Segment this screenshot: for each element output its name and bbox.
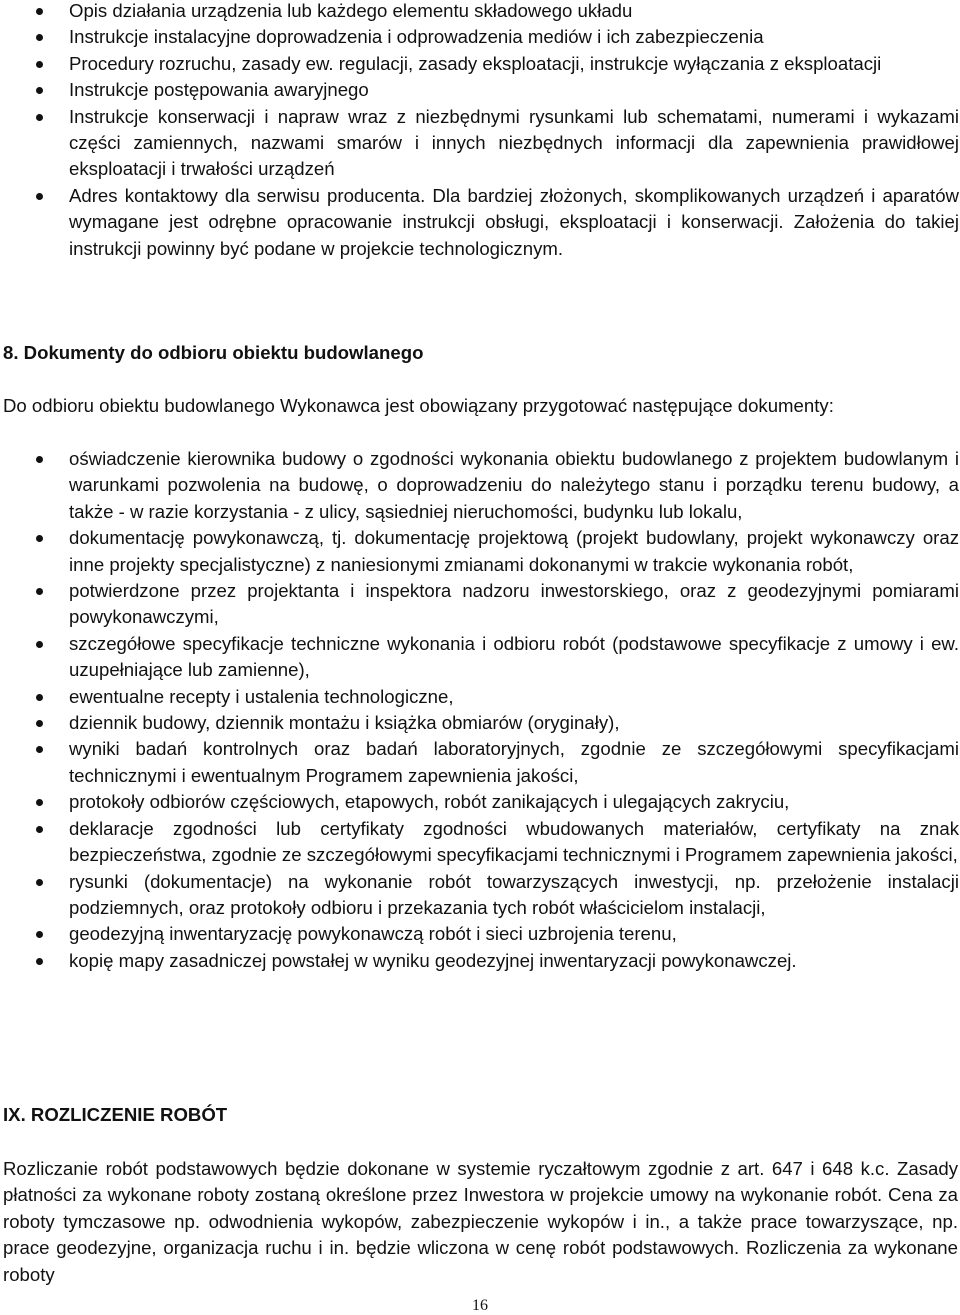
list-item: wyniki badań kontrolnych oraz badań laboratoryjnych, zgodnie ze szczegółowymi specyfikacjami technicznymi i ewentualnym Programem zapewnienia jakości, — [69, 736, 959, 789]
list-item: potwierdzone przez projektanta i inspektora nadzoru inwestorskiego, oraz z geodezyjnymi pomiarami powykonawczymi, — [69, 578, 959, 631]
list-item: deklaracje zgodności lub certyfikaty zgodności wbudowanych materiałów, certyfikaty na znak bezpieczeństwa, zgodnie ze szczegółowymi specyfikacjami technicznymi i Programem zapewnienia jakości, — [69, 816, 959, 869]
section-8-heading: 8. Dokumenty do odbioru obiektu budowlanego — [3, 342, 424, 363]
list-item: Instrukcje postępowania awaryjnego — [69, 77, 959, 103]
requirements-list — [0, 0, 959, 262]
list-item: oświadczenie kierownika budowy o zgodności wykonania obiektu budowlanego z projektem budowlanym i warunkami pozwolenia na budowę, o doprowadzeniu do należytego stanu i porządku terenu budowy, a także - w razie korzystania - z ulicy, sąsiedniej nieruchomości, budynku lub lokalu, — [69, 446, 959, 525]
list-item: dziennik budowy, dziennik montażu i książka obmiarów (oryginały), — [69, 710, 959, 736]
list-item: protokoły odbiorów częściowych, etapowych, robót zanikających i ulegających zakryciu, — [69, 789, 959, 815]
list-item: Procedury rozruchu, zasady ew. regulacji, zasady eksploatacji, instrukcje wyłączania z eksploatacji — [69, 51, 959, 77]
list-item: Instrukcje instalacyjne doprowadzenia i odprowadzenia mediów i ich zabezpieczenia — [69, 24, 959, 50]
section-9-heading: IX. ROZLICZENIE ROBÓT — [3, 1104, 228, 1125]
list-item: dokumentację powykonawczą, tj. dokumentację projektową (projekt budowlany, projekt wykonawczy oraz inne projekty specjalistyczne) z naniesionymi zmianami dokonanymi w trakcie wykonania robót, — [69, 525, 959, 578]
section-8-intro: Do odbioru obiektu budowlanego Wykonawca jest obowiązany przygotować następujące dokumenty: — [3, 395, 834, 416]
list-item: rysunki (dokumentacje) na wykonanie robót towarzyszących inwestycji, np. przełożenie instalacji podziemnych, oraz protokoły odbioru i przekazania tych robót właścicielom instalacji, — [69, 869, 959, 922]
page-number: 16 — [472, 1297, 488, 1314]
list-item: Instrukcje konserwacji i napraw wraz z niezbędnymi rysunkami lub schematami, numerami i wykazami części zamiennych, nazwami smarów i innych niezbędnych informacji dla zapewnienia prawidłowej eksploatacji i trwałości urządzeń — [69, 104, 959, 183]
list-item: geodezyjną inwentaryzację powykonawczą robót i sieci uzbrojenia terenu, — [69, 921, 959, 947]
list-item: ewentualne recepty i ustalenia technologiczne, — [69, 684, 959, 710]
list-item: Opis działania urządzenia lub każdego elementu składowego układu — [69, 0, 959, 24]
list-item: kopię mapy zasadniczej powstałej w wyniku geodezyjnej inwentaryzacji powykonawczej. — [69, 948, 959, 974]
list-item: szczegółowe specyfikacje techniczne wykonania i odbioru robót (podstawowe specyfikacje z umowy i ew. uzupełniające lub zamienne), — [69, 631, 959, 684]
list-item: Adres kontaktowy dla serwisu producenta. Dla bardziej złożonych, skomplikowanych urządzeń i aparatów wymagane jest odrębne opracowanie instrukcji obsługi, eksploatacji i konserwacji. Założenia do takiej instrukcji powinny być podane w projekcie technologicznym. — [69, 183, 959, 262]
acceptance-documents-list — [0, 446, 959, 974]
section-9-body: Rozliczanie robót podstawowych będzie dokonane w systemie ryczałtowym zgodnie z art. 647 i 648 k.c. Zasady płatności za wykonane roboty zostaną określone przez Inwestora w projekcie umowy na wykonanie robót. Cena za roboty tymczasowe np. odwodnienia wykopów, zabezpieczenie wykopów i in., a także prace towarzyszące, np. prace geodezyjne, organizacja ruchu i in. będzie wliczona w cenę robót podstawowych. Rozliczenia za wykonane roboty — [3, 1158, 958, 1285]
